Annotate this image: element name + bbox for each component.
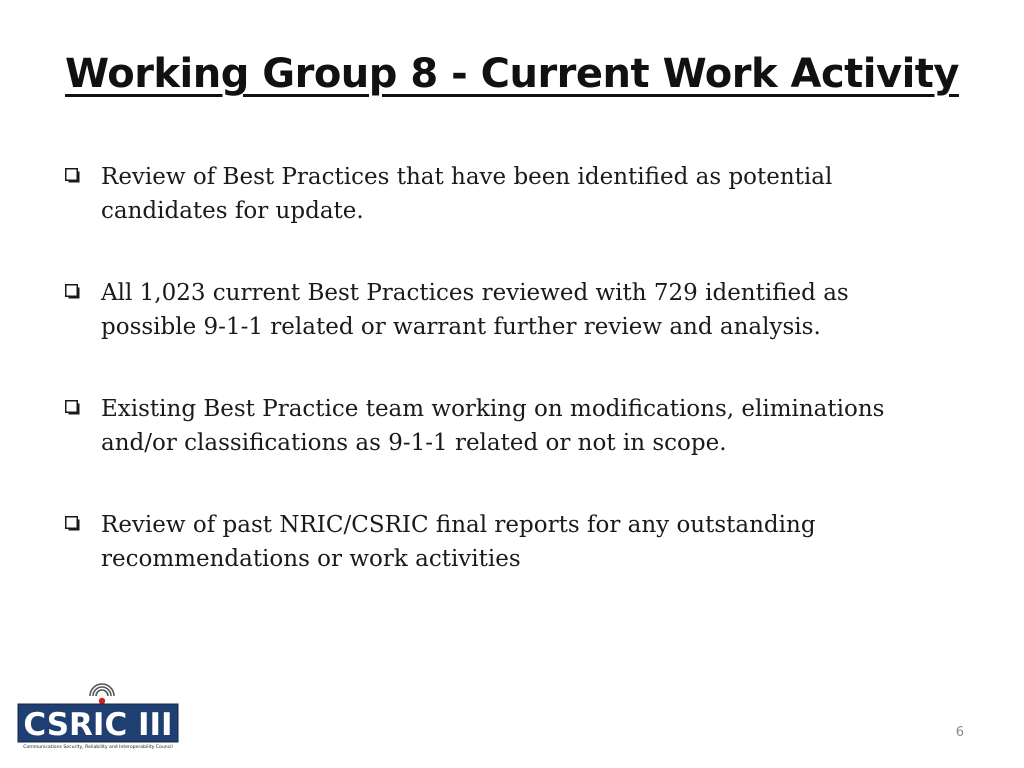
bullet-item [64,276,944,344]
bullet-item [64,392,944,460]
checkbox-icon [65,168,80,183]
page-number: 6 [955,725,964,740]
bullet-item [64,160,944,228]
bullet-list [64,160,944,624]
bullet-item [64,508,944,576]
logo-text: CSRIC III [23,707,173,743]
signal-tower-icon [90,684,114,704]
bullet-text: Existing Best Practice team working on modifications, eliminations and/or classifications as 9-1-1 related or not in scope. [101,396,885,456]
bullet-text: Review of past NRIC/CSRIC final reports for any outstanding recommendations or work activities [101,512,816,572]
bullet-text: Review of Best Practices that have been identified as potential candidates for update. [101,164,833,224]
checkbox-icon [65,400,80,415]
bullet-text: All 1,023 current Best Practices reviewed with 729 identified as possible 9-1-1 related or warrant further review and analysis. [101,280,849,340]
checkbox-icon [65,284,80,299]
checkbox-icon [65,516,80,531]
slide-title: Working Group 8 - Current Work Activity [65,51,959,97]
csric-logo [16,680,180,750]
logo-tagline: Communications Security, Reliability and Interoperability Council [23,745,173,750]
